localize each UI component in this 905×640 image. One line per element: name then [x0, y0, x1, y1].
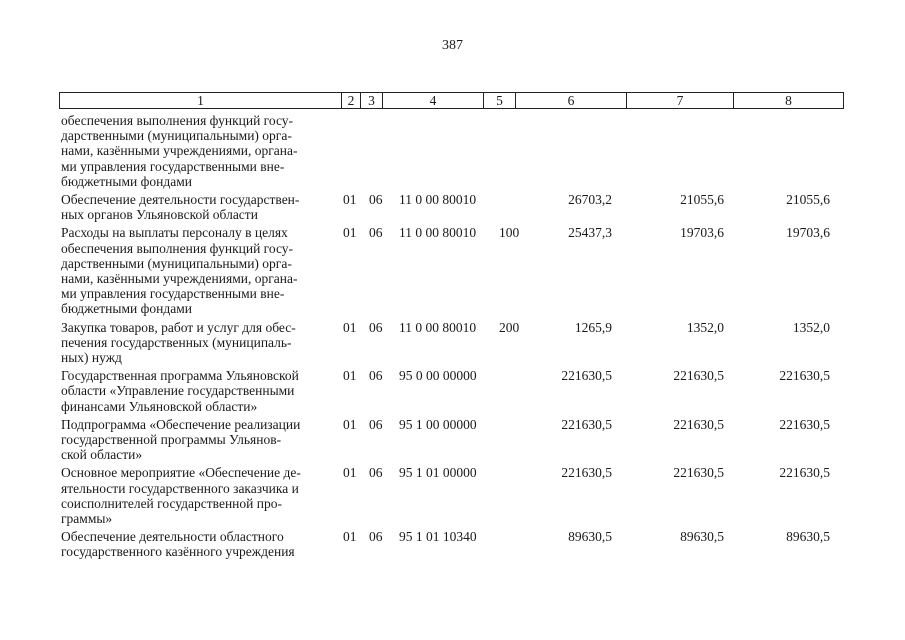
row-name: Подпрограмма «Обеспечение реализации государственной программы Ульянов- ской области»	[61, 416, 301, 463]
row-section: 01	[343, 416, 357, 432]
row-section: 01	[343, 465, 357, 481]
row-value-8: 19703,6	[786, 225, 830, 241]
row-expense-type: 100	[499, 225, 520, 241]
row-value-8: 221630,5	[779, 368, 830, 384]
row-subsection: 06	[369, 465, 383, 481]
row-target-article: 11 0 00 80010	[399, 192, 477, 208]
row-target-article: 95 0 00 00000	[399, 368, 477, 384]
table-row	[61, 113, 845, 189]
row-subsection: 06	[369, 368, 383, 384]
row-value-7: 89630,5	[680, 529, 724, 545]
row-value-8: 221630,5	[779, 416, 830, 432]
row-value-7: 1352,0	[686, 319, 724, 335]
header-col-4: 4	[383, 93, 484, 108]
row-subsection: 06	[369, 416, 383, 432]
header-col-1: 1	[60, 93, 342, 108]
table-body	[61, 113, 845, 563]
row-section: 01	[343, 225, 357, 241]
header-col-5: 5	[484, 93, 516, 108]
row-value-6: 221630,5	[561, 465, 612, 481]
row-section: 01	[343, 368, 357, 384]
row-subsection: 06	[369, 192, 383, 208]
table-row	[61, 320, 845, 366]
row-name: Обеспечение деятельности государствен- ных органов Ульяновской области	[61, 192, 300, 223]
row-target-article: 11 0 00 80010	[399, 319, 477, 335]
row-value-7: 221630,5	[673, 465, 724, 481]
table-row	[61, 417, 845, 463]
row-value-6: 1265,9	[574, 319, 612, 335]
row-value-6: 221630,5	[561, 368, 612, 384]
row-value-8: 1352,0	[792, 319, 830, 335]
row-value-7: 221630,5	[673, 368, 724, 384]
table-header	[59, 92, 844, 109]
row-name: Основное мероприятие «Обеспечение де- ятельности государственного заказчика и соисполнителей государственной про- граммы»	[61, 465, 301, 527]
header-col-6: 6	[516, 93, 627, 108]
table-row	[61, 192, 845, 222]
row-value-8: 21055,6	[786, 192, 830, 208]
table-row	[61, 368, 845, 414]
header-col-3: 3	[361, 93, 383, 108]
row-value-7: 19703,6	[680, 225, 724, 241]
row-name: Расходы на выплаты персоналу в целях обеспечения выполнения функций госу- дарственными (муниципальными) орга- нами, казёнными учреждениями, органа- ми управления государственными вне- бюджетными фондами	[61, 225, 298, 317]
row-value-6: 25437,3	[568, 225, 612, 241]
row-section: 01	[343, 319, 357, 335]
row-section: 01	[343, 192, 357, 208]
header-col-7: 7	[627, 93, 734, 108]
row-target-article: 11 0 00 80010	[399, 225, 477, 241]
row-target-article: 95 1 01 10340	[399, 529, 477, 545]
row-target-article: 95 1 01 00000	[399, 465, 477, 481]
table-row	[61, 465, 845, 526]
row-target-article: 95 1 00 00000	[399, 416, 477, 432]
row-name: Государственная программа Ульяновской области «Управление государственными финансами Ульяновской области»	[61, 368, 299, 414]
row-value-8: 221630,5	[779, 465, 830, 481]
page-number: 387	[442, 38, 463, 53]
row-name: Закупка товаров, работ и услуг для обес- печения государственных (муниципаль- ных) нужд	[61, 319, 296, 366]
row-name: обеспечения выполнения функций госу- дарственными (муниципальными) орга- нами, казёнными учреждениями, органа- ми управления государственными вне- бюджетными фондами	[61, 113, 298, 189]
row-value-7: 221630,5	[673, 416, 724, 432]
row-value-6: 26703,2	[568, 192, 612, 208]
row-value-7: 21055,6	[680, 192, 724, 208]
row-subsection: 06	[369, 319, 383, 335]
table-row	[61, 225, 845, 316]
header-col-2: 2	[342, 93, 361, 108]
row-value-8: 89630,5	[786, 529, 830, 545]
table-row	[61, 529, 845, 559]
row-subsection: 06	[369, 225, 383, 241]
row-name: Обеспечение деятельности областного государственного казённого учреждения	[61, 529, 295, 560]
row-section: 01	[343, 529, 357, 545]
header-col-8: 8	[785, 93, 792, 108]
row-value-6: 221630,5	[561, 416, 612, 432]
row-expense-type: 200	[499, 319, 520, 335]
row-subsection: 06	[369, 529, 383, 545]
row-value-6: 89630,5	[568, 529, 612, 545]
